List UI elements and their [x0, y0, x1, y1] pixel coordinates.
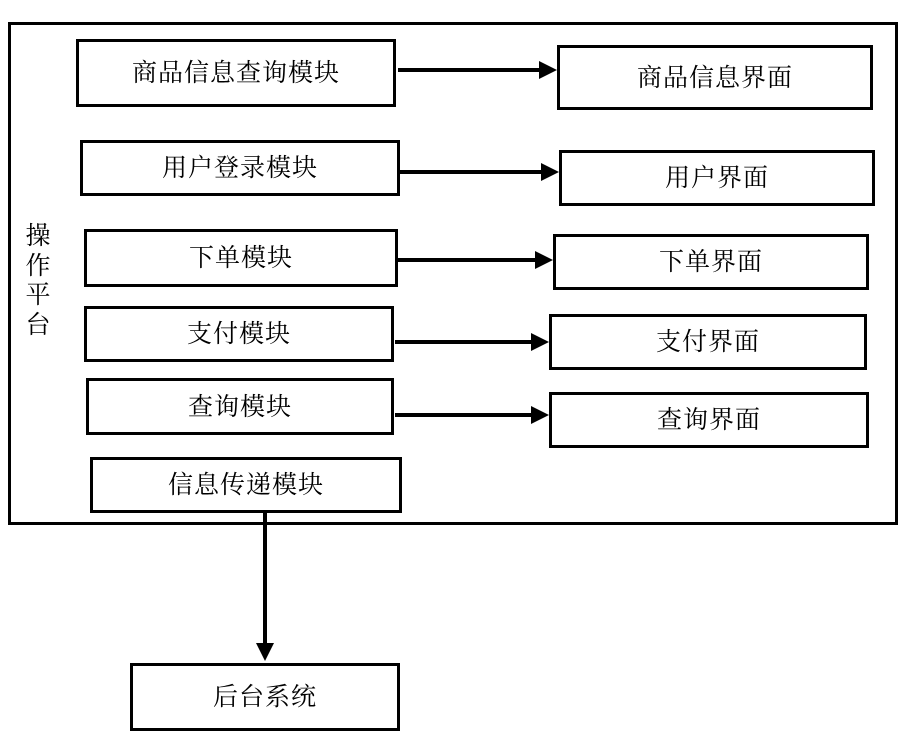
- arrow-line-backend: [263, 513, 267, 648]
- interface-box-user[interactable]: 用户界面: [559, 150, 875, 206]
- arrow-line-user: [400, 170, 543, 174]
- platform-label-char-4: 台: [25, 310, 51, 339]
- arrow-head-payment: [531, 333, 549, 351]
- module-box-payment[interactable]: 支付模块: [84, 306, 394, 362]
- interface-box-order[interactable]: 下单界面: [553, 234, 869, 290]
- interface-box-payment[interactable]: 支付界面: [549, 314, 867, 370]
- platform-label-char-3: 平: [25, 281, 51, 309]
- arrow-head-product-info: [539, 61, 557, 79]
- interface-box-query[interactable]: 查询界面: [549, 392, 869, 448]
- arrow-head-query: [531, 406, 549, 424]
- arrow-line-query: [395, 413, 533, 417]
- interface-box-product-info[interactable]: 商品信息界面: [557, 45, 873, 110]
- module-box-query[interactable]: 查询模块: [86, 378, 394, 435]
- arrow-head-backend: [256, 643, 274, 661]
- module-box-product-info-query[interactable]: 商品信息查询模块: [76, 39, 396, 107]
- platform-label-char-1: 操: [25, 222, 51, 250]
- arrow-line-product-info: [398, 68, 541, 72]
- arrow-line-order: [398, 258, 537, 262]
- platform-label-char-2: 作: [25, 251, 51, 280]
- arrow-line-payment: [395, 340, 533, 344]
- platform-label: [22, 222, 54, 340]
- module-box-info-transfer[interactable]: 信息传递模块: [90, 457, 402, 513]
- module-box-user-login[interactable]: 用户登录模块: [80, 140, 400, 196]
- arrow-head-order: [535, 251, 553, 269]
- backend-system-box[interactable]: 后台系统: [130, 663, 400, 731]
- arrow-head-user: [541, 163, 559, 181]
- module-box-order[interactable]: 下单模块: [84, 229, 398, 287]
